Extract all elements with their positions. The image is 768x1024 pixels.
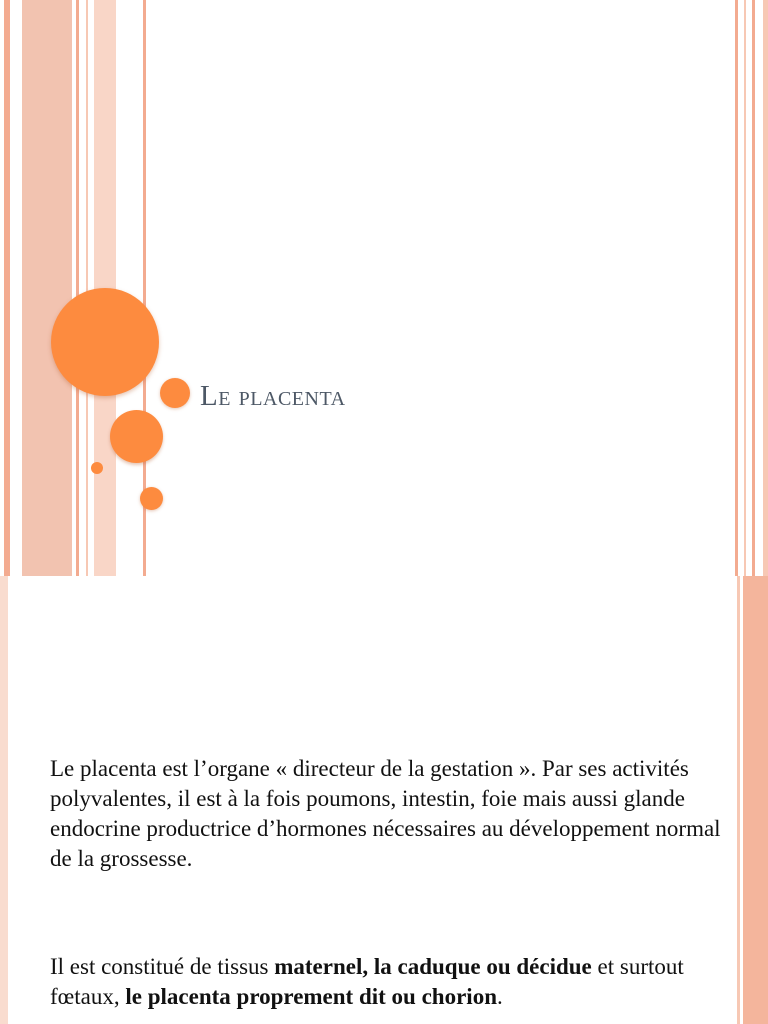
right-stripe-thin-3 xyxy=(752,0,755,576)
paragraph-2-text-3: . xyxy=(497,984,503,1009)
right-stripe-outer xyxy=(763,0,768,576)
slide-title: Le placenta xyxy=(200,380,346,412)
body-paragraph-1: Le placenta est l’organe « directeur de la gestation ». Par ses activités polyvalentes, il est à la fois poumons, intestin, foie mais aussi glande endocrine productrice d’hormones nécessaires au développement normal de la grossesse. xyxy=(50,756,721,871)
content-slide xyxy=(0,576,768,1024)
tiny-orange-circle xyxy=(91,462,103,474)
small-orange-circle-top xyxy=(160,378,190,408)
medium-orange-circle xyxy=(110,410,163,463)
left-edge-stripe xyxy=(0,576,8,1024)
right-stripe-thin-2 xyxy=(744,0,746,576)
paragraph-2-text-2: et surtout fœtaux, xyxy=(50,954,684,1009)
right-stripe-thin-1 xyxy=(735,0,738,576)
paragraph-2-text-1: Il est constitué de tissus xyxy=(50,954,275,979)
right-stripe-wide xyxy=(743,576,768,1024)
paragraph-2-bold-2: le placenta proprement dit ou chorion xyxy=(125,984,497,1009)
left-stripe-thin-2 xyxy=(86,0,88,576)
left-stripe-thin-1 xyxy=(76,0,79,576)
large-orange-circle xyxy=(51,288,159,396)
paragraph-2-bold-1: maternel, la caduque ou décidue xyxy=(274,954,592,979)
left-stripe-wide xyxy=(22,0,72,576)
body-paragraph-2 xyxy=(50,952,740,1012)
left-stripe-outer xyxy=(4,0,10,576)
small-orange-circle-bottom xyxy=(140,487,163,510)
